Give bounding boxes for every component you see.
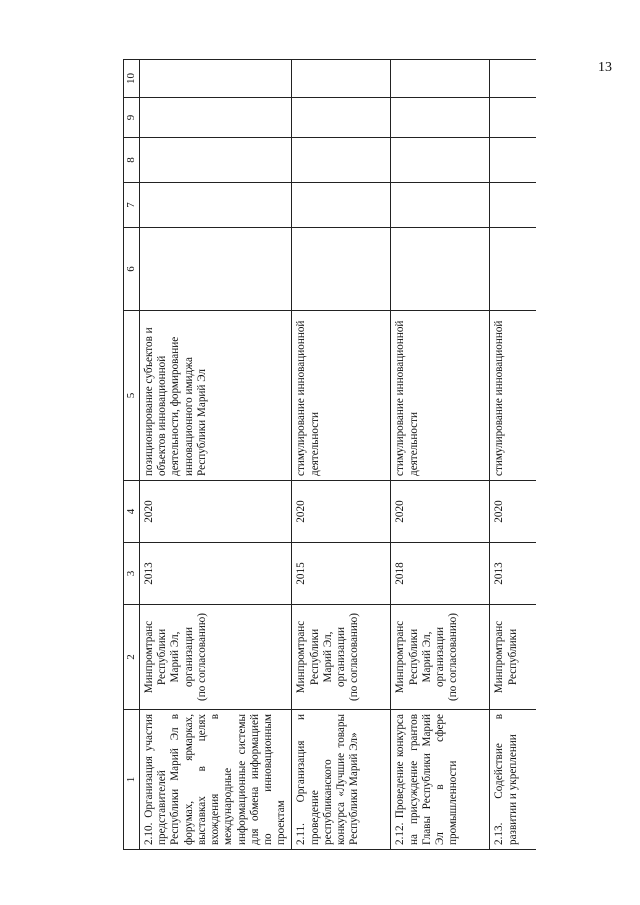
measure-name-cell: 2.10. Организация участия представителей Республики Марий Эл в форумах, ярмарках, выставках в целях вхождения в международные информационные системы для обмена информацией по инновационным проектам [140, 710, 292, 850]
empty-cell [292, 98, 391, 138]
result-cell: стимулирование инновационной [490, 311, 537, 481]
empty-cell [391, 60, 490, 98]
result-cell: позиционирование субъектов и объектов инновационной деятельности, формирование инновационного имиджа Республики Марий Эл [140, 311, 292, 481]
column-header: 8 [124, 138, 140, 183]
column-header: 2 [124, 605, 140, 710]
empty-cell [140, 183, 292, 228]
end-year-cell: 2020 [490, 481, 537, 543]
result-cell: стимулирование инновационной деятельности [391, 311, 490, 481]
column-header: 6 [124, 228, 140, 311]
empty-cell [140, 60, 292, 98]
executor-cell: Минпромтранс Республики Марий Эл, организации (по согласованию) [391, 605, 490, 710]
end-year-cell: 2020 [140, 481, 292, 543]
measure-name-cell: 2.13. Содействие в развитии и укреплении [490, 710, 537, 850]
empty-cell [490, 183, 537, 228]
empty-cell [292, 60, 391, 98]
empty-cell [140, 98, 292, 138]
empty-cell [391, 183, 490, 228]
column-header: 4 [124, 481, 140, 543]
rotated-table-container [123, 60, 593, 850]
column-header: 7 [124, 183, 140, 228]
empty-cell [292, 183, 391, 228]
empty-cell [391, 98, 490, 138]
empty-cell [490, 60, 537, 98]
column-header: 3 [124, 543, 140, 605]
start-year-cell: 2018 [391, 543, 490, 605]
column-header: 1 [124, 710, 140, 850]
measures-table [123, 59, 536, 850]
column-header: 10 [124, 60, 140, 98]
table-row [490, 60, 537, 850]
empty-cell [391, 228, 490, 311]
empty-cell [490, 98, 537, 138]
executor-cell: Минпромтранс Республики Марий Эл, организации (по согласованию) [140, 605, 292, 710]
empty-cell [140, 228, 292, 311]
executor-cell: Минпромтранс Республики [490, 605, 537, 710]
column-header: 9 [124, 98, 140, 138]
header-row [124, 60, 140, 850]
end-year-cell: 2020 [391, 481, 490, 543]
start-year-cell: 2013 [490, 543, 537, 605]
empty-cell [140, 138, 292, 183]
measure-name-cell: 2.12. Проведение конкурса на присуждение грантов Главы Республики Марий Эл в сфере промышленности [391, 710, 490, 850]
table-row [140, 60, 292, 850]
measure-name-cell: 2.11. Организация и проведение республиканского конкурса «Лучшие товары Республики Марий Эл» [292, 710, 391, 850]
column-header: 5 [124, 311, 140, 481]
empty-cell [490, 138, 537, 183]
empty-cell [292, 138, 391, 183]
empty-cell [292, 228, 391, 311]
table-row [391, 60, 490, 850]
table-row [292, 60, 391, 850]
empty-cell [490, 228, 537, 311]
start-year-cell: 2015 [292, 543, 391, 605]
page-number: 13 [598, 60, 612, 75]
end-year-cell: 2020 [292, 481, 391, 543]
empty-cell [391, 138, 490, 183]
executor-cell: Минпромтранс Республики Марий Эл, организации (по согласованию) [292, 605, 391, 710]
start-year-cell: 2013 [140, 543, 292, 605]
result-cell: стимулирование инновационной деятельности [292, 311, 391, 481]
